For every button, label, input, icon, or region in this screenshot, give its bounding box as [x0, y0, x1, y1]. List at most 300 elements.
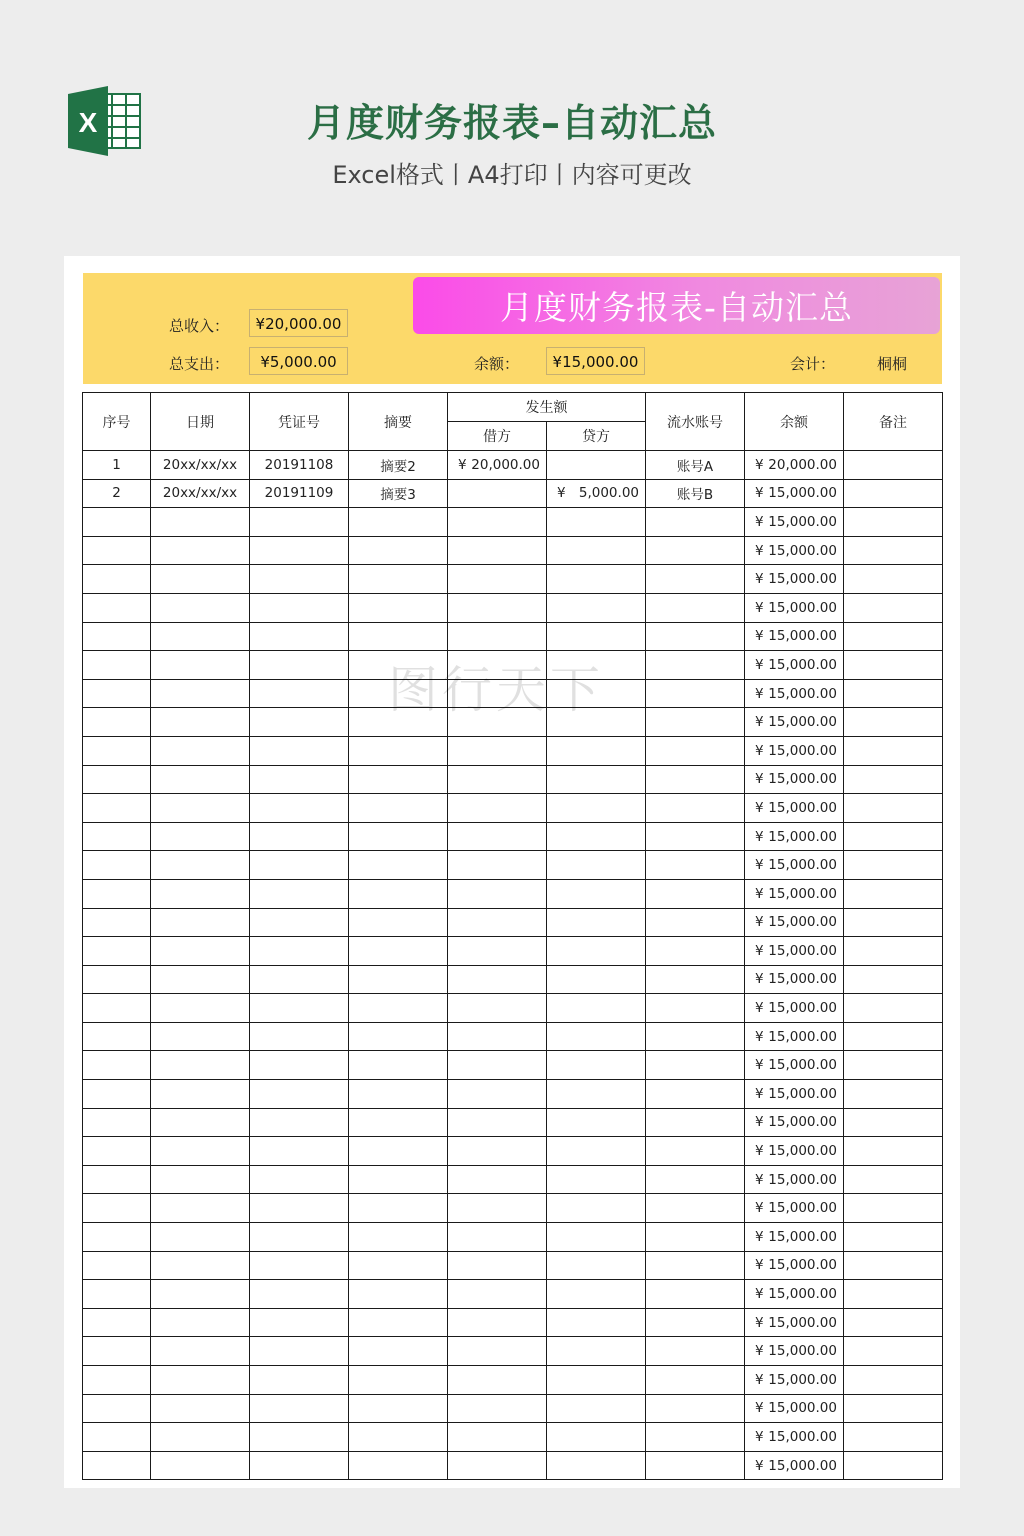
cell-balance[interactable] — [745, 1308, 844, 1337]
cell-credit[interactable] — [547, 708, 646, 737]
cell-voucher[interactable] — [250, 908, 349, 937]
cell-summary[interactable] — [349, 1394, 448, 1423]
cell-index[interactable] — [83, 1223, 151, 1252]
cell-debit[interactable] — [448, 593, 547, 622]
cell-debit[interactable] — [448, 1280, 547, 1309]
cell-voucher[interactable] — [250, 1423, 349, 1452]
cell-balance[interactable] — [745, 822, 844, 851]
cell-debit[interactable] — [448, 879, 547, 908]
cell-summary[interactable] — [349, 593, 448, 622]
cell-note[interactable] — [844, 565, 943, 594]
cell-balance[interactable] — [745, 937, 844, 966]
cell-index[interactable] — [83, 794, 151, 823]
cell-balance[interactable] — [745, 1423, 844, 1452]
cell-debit[interactable] — [448, 651, 547, 680]
cell-voucher[interactable] — [250, 1280, 349, 1309]
cell-credit[interactable] — [547, 451, 646, 480]
cell-date[interactable] — [151, 851, 250, 880]
cell-index[interactable] — [83, 508, 151, 537]
cell-date[interactable] — [151, 1080, 250, 1109]
cell-voucher[interactable] — [250, 508, 349, 537]
cell-balance[interactable] — [745, 879, 844, 908]
cell-voucher[interactable] — [250, 1366, 349, 1395]
cell-account[interactable] — [646, 1251, 745, 1280]
cell-voucher[interactable]: 20191109 — [250, 479, 349, 508]
cell-note[interactable] — [844, 1251, 943, 1280]
cell-index[interactable] — [83, 1137, 151, 1166]
cell-summary[interactable] — [349, 1337, 448, 1366]
cell-note[interactable] — [844, 908, 943, 937]
cell-date[interactable] — [151, 1108, 250, 1137]
cell-index[interactable] — [83, 1165, 151, 1194]
cell-account[interactable] — [646, 822, 745, 851]
cell-account[interactable] — [646, 1165, 745, 1194]
cell-balance[interactable] — [745, 765, 844, 794]
cell-summary[interactable] — [349, 851, 448, 880]
cell-credit[interactable] — [547, 1165, 646, 1194]
cell-credit[interactable] — [547, 879, 646, 908]
cell-account[interactable] — [646, 1394, 745, 1423]
cell-credit[interactable] — [547, 1108, 646, 1137]
cell-summary[interactable] — [349, 1251, 448, 1280]
cell-balance[interactable] — [745, 851, 844, 880]
cell-credit[interactable] — [547, 1394, 646, 1423]
cell-index[interactable] — [83, 679, 151, 708]
cell-credit[interactable] — [547, 994, 646, 1023]
cell-debit[interactable] — [448, 1080, 547, 1109]
total-income-value[interactable]: ¥20,000.00 — [249, 309, 348, 337]
cell-credit[interactable] — [547, 536, 646, 565]
balance-value[interactable]: ¥15,000.00 — [546, 347, 645, 375]
cell-summary[interactable] — [349, 1165, 448, 1194]
cell-credit[interactable] — [547, 1194, 646, 1223]
cell-balance[interactable] — [745, 565, 844, 594]
cell-index[interactable] — [83, 994, 151, 1023]
cell-note[interactable] — [844, 1194, 943, 1223]
cell-account[interactable] — [646, 908, 745, 937]
cell-voucher[interactable] — [250, 879, 349, 908]
cell-balance[interactable] — [745, 622, 844, 651]
cell-credit[interactable] — [547, 794, 646, 823]
cell-date[interactable] — [151, 1280, 250, 1309]
cell-index[interactable] — [83, 565, 151, 594]
cell-balance[interactable] — [745, 794, 844, 823]
cell-index[interactable] — [83, 1251, 151, 1280]
cell-index[interactable] — [83, 1280, 151, 1309]
cell-note[interactable] — [844, 679, 943, 708]
cell-voucher[interactable] — [250, 1194, 349, 1223]
cell-note[interactable] — [844, 937, 943, 966]
cell-debit[interactable] — [448, 1451, 547, 1480]
cell-date[interactable] — [151, 1022, 250, 1051]
cell-summary[interactable] — [349, 908, 448, 937]
cell-debit[interactable] — [448, 1022, 547, 1051]
cell-voucher[interactable] — [250, 1251, 349, 1280]
cell-debit[interactable] — [448, 565, 547, 594]
cell-note[interactable] — [844, 765, 943, 794]
cell-credit[interactable] — [547, 1451, 646, 1480]
cell-summary[interactable]: 摘要2 — [349, 451, 448, 480]
cell-voucher[interactable] — [250, 1051, 349, 1080]
cell-summary[interactable] — [349, 1223, 448, 1252]
cell-note[interactable] — [844, 622, 943, 651]
cell-debit[interactable] — [448, 451, 547, 480]
cell-date[interactable] — [151, 622, 250, 651]
cell-voucher[interactable] — [250, 994, 349, 1023]
cell-voucher[interactable] — [250, 1451, 349, 1480]
cell-index[interactable] — [83, 1308, 151, 1337]
cell-balance[interactable] — [745, 1108, 844, 1137]
cell-note[interactable] — [844, 994, 943, 1023]
cell-summary[interactable] — [349, 1051, 448, 1080]
cell-balance[interactable] — [745, 1451, 844, 1480]
cell-account[interactable] — [646, 1194, 745, 1223]
cell-credit[interactable] — [547, 651, 646, 680]
cell-index[interactable] — [83, 937, 151, 966]
cell-voucher[interactable] — [250, 1337, 349, 1366]
cell-balance[interactable] — [745, 508, 844, 537]
cell-account[interactable]: 账号A — [646, 451, 745, 480]
cell-balance[interactable] — [745, 1051, 844, 1080]
cell-balance[interactable] — [745, 994, 844, 1023]
cell-credit[interactable] — [547, 736, 646, 765]
cell-note[interactable] — [844, 593, 943, 622]
cell-index[interactable] — [83, 1366, 151, 1395]
cell-summary[interactable] — [349, 937, 448, 966]
cell-index[interactable] — [83, 1451, 151, 1480]
cell-account[interactable] — [646, 536, 745, 565]
cell-balance[interactable] — [745, 1280, 844, 1309]
cell-note[interactable] — [844, 451, 943, 480]
cell-date[interactable]: 20xx/xx/xx — [151, 451, 250, 480]
cell-account[interactable] — [646, 794, 745, 823]
cell-summary[interactable] — [349, 508, 448, 537]
cell-summary[interactable] — [349, 565, 448, 594]
cell-debit[interactable] — [448, 679, 547, 708]
cell-account[interactable] — [646, 736, 745, 765]
cell-note[interactable] — [844, 651, 943, 680]
cell-balance[interactable] — [745, 1165, 844, 1194]
cell-voucher[interactable]: 20191108 — [250, 451, 349, 480]
cell-date[interactable] — [151, 994, 250, 1023]
cell-account[interactable] — [646, 851, 745, 880]
cell-date[interactable] — [151, 593, 250, 622]
cell-debit[interactable] — [448, 1108, 547, 1137]
cell-balance[interactable] — [745, 1022, 844, 1051]
cell-index[interactable] — [83, 736, 151, 765]
cell-balance[interactable] — [745, 1137, 844, 1166]
cell-account[interactable] — [646, 1366, 745, 1395]
cell-note[interactable] — [844, 708, 943, 737]
cell-balance[interactable] — [745, 1251, 844, 1280]
cell-balance[interactable] — [745, 536, 844, 565]
cell-date[interactable] — [151, 965, 250, 994]
cell-summary[interactable] — [349, 1366, 448, 1395]
cell-note[interactable] — [844, 1451, 943, 1480]
cell-account[interactable] — [646, 679, 745, 708]
cell-credit[interactable] — [547, 1137, 646, 1166]
cell-voucher[interactable] — [250, 536, 349, 565]
cell-account[interactable] — [646, 765, 745, 794]
cell-date[interactable] — [151, 736, 250, 765]
cell-credit[interactable] — [547, 1223, 646, 1252]
cell-index[interactable] — [83, 965, 151, 994]
cell-note[interactable] — [844, 1280, 943, 1309]
cell-date[interactable] — [151, 1366, 250, 1395]
cell-credit[interactable] — [547, 1022, 646, 1051]
cell-debit[interactable] — [448, 937, 547, 966]
cell-account[interactable] — [646, 1337, 745, 1366]
cell-summary[interactable] — [349, 1108, 448, 1137]
cell-voucher[interactable] — [250, 1394, 349, 1423]
cell-summary[interactable] — [349, 536, 448, 565]
cell-debit[interactable] — [448, 1051, 547, 1080]
cell-date[interactable] — [151, 565, 250, 594]
cell-debit[interactable] — [448, 508, 547, 537]
cell-date[interactable] — [151, 1451, 250, 1480]
cell-account[interactable] — [646, 1108, 745, 1137]
cell-date[interactable] — [151, 1051, 250, 1080]
cell-summary[interactable] — [349, 1080, 448, 1109]
cell-voucher[interactable] — [250, 794, 349, 823]
cell-debit[interactable] — [448, 851, 547, 880]
cell-credit[interactable] — [547, 622, 646, 651]
cell-note[interactable] — [844, 1165, 943, 1194]
cell-summary[interactable] — [349, 1022, 448, 1051]
cell-date[interactable] — [151, 708, 250, 737]
cell-debit[interactable] — [448, 1194, 547, 1223]
cell-credit[interactable] — [547, 1366, 646, 1395]
cell-note[interactable] — [844, 1423, 943, 1452]
cell-account[interactable] — [646, 965, 745, 994]
cell-account[interactable] — [646, 937, 745, 966]
cell-index[interactable] — [83, 1194, 151, 1223]
cell-index[interactable] — [83, 651, 151, 680]
cell-account[interactable] — [646, 879, 745, 908]
cell-account[interactable] — [646, 593, 745, 622]
cell-balance[interactable] — [745, 593, 844, 622]
cell-credit[interactable] — [547, 822, 646, 851]
cell-debit[interactable] — [448, 822, 547, 851]
cell-debit[interactable] — [448, 736, 547, 765]
cell-credit[interactable] — [547, 851, 646, 880]
cell-account[interactable] — [646, 565, 745, 594]
cell-note[interactable] — [844, 1108, 943, 1137]
cell-debit[interactable] — [448, 1366, 547, 1395]
cell-note[interactable] — [844, 1366, 943, 1395]
cell-note[interactable] — [844, 1022, 943, 1051]
cell-voucher[interactable] — [250, 1022, 349, 1051]
cell-account[interactable] — [646, 1080, 745, 1109]
cell-balance[interactable] — [745, 1366, 844, 1395]
cell-debit[interactable] — [448, 1223, 547, 1252]
cell-account[interactable] — [646, 1451, 745, 1480]
cell-credit[interactable] — [547, 1251, 646, 1280]
cell-index[interactable] — [83, 536, 151, 565]
cell-balance[interactable] — [745, 1080, 844, 1109]
cell-debit[interactable] — [448, 536, 547, 565]
cell-debit[interactable] — [448, 908, 547, 937]
cell-summary[interactable] — [349, 765, 448, 794]
cell-debit[interactable] — [448, 765, 547, 794]
cell-index[interactable] — [83, 1337, 151, 1366]
cell-note[interactable] — [844, 536, 943, 565]
cell-date[interactable] — [151, 1337, 250, 1366]
cell-index[interactable]: 2 — [83, 479, 151, 508]
cell-voucher[interactable] — [250, 622, 349, 651]
cell-index[interactable] — [83, 593, 151, 622]
cell-account[interactable] — [646, 1137, 745, 1166]
cell-note[interactable] — [844, 1394, 943, 1423]
cell-balance[interactable] — [745, 679, 844, 708]
cell-index[interactable] — [83, 1394, 151, 1423]
cell-voucher[interactable] — [250, 1108, 349, 1137]
cell-date[interactable] — [151, 879, 250, 908]
cell-credit[interactable] — [547, 1051, 646, 1080]
cell-account[interactable] — [646, 651, 745, 680]
cell-voucher[interactable] — [250, 851, 349, 880]
cell-credit[interactable] — [547, 908, 646, 937]
cell-account[interactable] — [646, 1051, 745, 1080]
cell-balance[interactable] — [745, 1194, 844, 1223]
cell-balance[interactable] — [745, 479, 844, 508]
cell-voucher[interactable] — [250, 822, 349, 851]
cell-index[interactable] — [83, 1022, 151, 1051]
total-expense-value[interactable]: ¥5,000.00 — [249, 347, 348, 375]
cell-debit[interactable] — [448, 622, 547, 651]
cell-debit[interactable] — [448, 479, 547, 508]
cell-note[interactable] — [844, 1308, 943, 1337]
cell-note[interactable] — [844, 1223, 943, 1252]
cell-voucher[interactable] — [250, 1080, 349, 1109]
cell-debit[interactable] — [448, 1251, 547, 1280]
cell-balance[interactable] — [745, 1223, 844, 1252]
cell-note[interactable] — [844, 879, 943, 908]
cell-note[interactable] — [844, 479, 943, 508]
cell-debit[interactable] — [448, 1137, 547, 1166]
cell-voucher[interactable] — [250, 708, 349, 737]
cell-voucher[interactable] — [250, 1165, 349, 1194]
cell-summary[interactable] — [349, 965, 448, 994]
cell-credit[interactable] — [547, 565, 646, 594]
cell-account[interactable] — [646, 1022, 745, 1051]
cell-summary[interactable] — [349, 651, 448, 680]
cell-summary[interactable] — [349, 708, 448, 737]
cell-index[interactable] — [83, 879, 151, 908]
cell-credit[interactable] — [547, 1308, 646, 1337]
cell-summary[interactable]: 摘要3 — [349, 479, 448, 508]
cell-date[interactable] — [151, 679, 250, 708]
cell-voucher[interactable] — [250, 1137, 349, 1166]
cell-summary[interactable] — [349, 794, 448, 823]
cell-credit[interactable] — [547, 1080, 646, 1109]
cell-date[interactable] — [151, 651, 250, 680]
cell-debit[interactable] — [448, 1337, 547, 1366]
cell-balance[interactable] — [745, 1394, 844, 1423]
cell-account[interactable] — [646, 1308, 745, 1337]
cell-index[interactable] — [83, 1423, 151, 1452]
cell-date[interactable]: 20xx/xx/xx — [151, 479, 250, 508]
cell-credit[interactable] — [547, 1280, 646, 1309]
cell-date[interactable] — [151, 937, 250, 966]
accountant-name[interactable]: 桐桐 — [877, 355, 908, 373]
cell-note[interactable] — [844, 736, 943, 765]
cell-debit[interactable] — [448, 1394, 547, 1423]
cell-index[interactable] — [83, 822, 151, 851]
cell-account[interactable] — [646, 508, 745, 537]
cell-balance[interactable] — [745, 451, 844, 480]
cell-summary[interactable] — [349, 736, 448, 765]
cell-voucher[interactable] — [250, 651, 349, 680]
cell-note[interactable] — [844, 508, 943, 537]
cell-voucher[interactable] — [250, 593, 349, 622]
cell-debit[interactable] — [448, 994, 547, 1023]
cell-voucher[interactable] — [250, 565, 349, 594]
cell-debit[interactable] — [448, 965, 547, 994]
cell-voucher[interactable] — [250, 765, 349, 794]
cell-summary[interactable] — [349, 679, 448, 708]
cell-summary[interactable] — [349, 622, 448, 651]
cell-account[interactable]: 账号B — [646, 479, 745, 508]
cell-index[interactable] — [83, 765, 151, 794]
cell-index[interactable] — [83, 851, 151, 880]
cell-index[interactable] — [83, 1080, 151, 1109]
cell-credit[interactable] — [547, 965, 646, 994]
cell-account[interactable] — [646, 994, 745, 1023]
cell-date[interactable] — [151, 1251, 250, 1280]
cell-debit[interactable] — [448, 1165, 547, 1194]
cell-summary[interactable] — [349, 1137, 448, 1166]
cell-account[interactable] — [646, 622, 745, 651]
cell-date[interactable] — [151, 1223, 250, 1252]
cell-balance[interactable] — [745, 736, 844, 765]
cell-voucher[interactable] — [250, 965, 349, 994]
cell-date[interactable] — [151, 794, 250, 823]
cell-credit[interactable] — [547, 1337, 646, 1366]
cell-summary[interactable] — [349, 994, 448, 1023]
cell-summary[interactable] — [349, 1308, 448, 1337]
cell-date[interactable] — [151, 536, 250, 565]
cell-date[interactable] — [151, 1394, 250, 1423]
cell-account[interactable] — [646, 1223, 745, 1252]
cell-voucher[interactable] — [250, 1223, 349, 1252]
cell-credit[interactable] — [547, 593, 646, 622]
cell-summary[interactable] — [349, 1423, 448, 1452]
cell-index[interactable] — [83, 708, 151, 737]
cell-credit[interactable] — [547, 765, 646, 794]
cell-credit[interactable] — [547, 937, 646, 966]
cell-account[interactable] — [646, 1423, 745, 1452]
cell-voucher[interactable] — [250, 736, 349, 765]
cell-balance[interactable] — [745, 908, 844, 937]
cell-voucher[interactable] — [250, 1308, 349, 1337]
cell-credit[interactable] — [547, 479, 646, 508]
cell-note[interactable] — [844, 1080, 943, 1109]
cell-balance[interactable] — [745, 708, 844, 737]
cell-date[interactable] — [151, 822, 250, 851]
cell-note[interactable] — [844, 1337, 943, 1366]
cell-note[interactable] — [844, 822, 943, 851]
cell-summary[interactable] — [349, 822, 448, 851]
cell-date[interactable] — [151, 1137, 250, 1166]
cell-balance[interactable] — [745, 651, 844, 680]
cell-date[interactable] — [151, 1423, 250, 1452]
cell-credit[interactable] — [547, 1423, 646, 1452]
cell-note[interactable] — [844, 1051, 943, 1080]
cell-date[interactable] — [151, 1165, 250, 1194]
cell-voucher[interactable] — [250, 937, 349, 966]
cell-note[interactable] — [844, 1137, 943, 1166]
